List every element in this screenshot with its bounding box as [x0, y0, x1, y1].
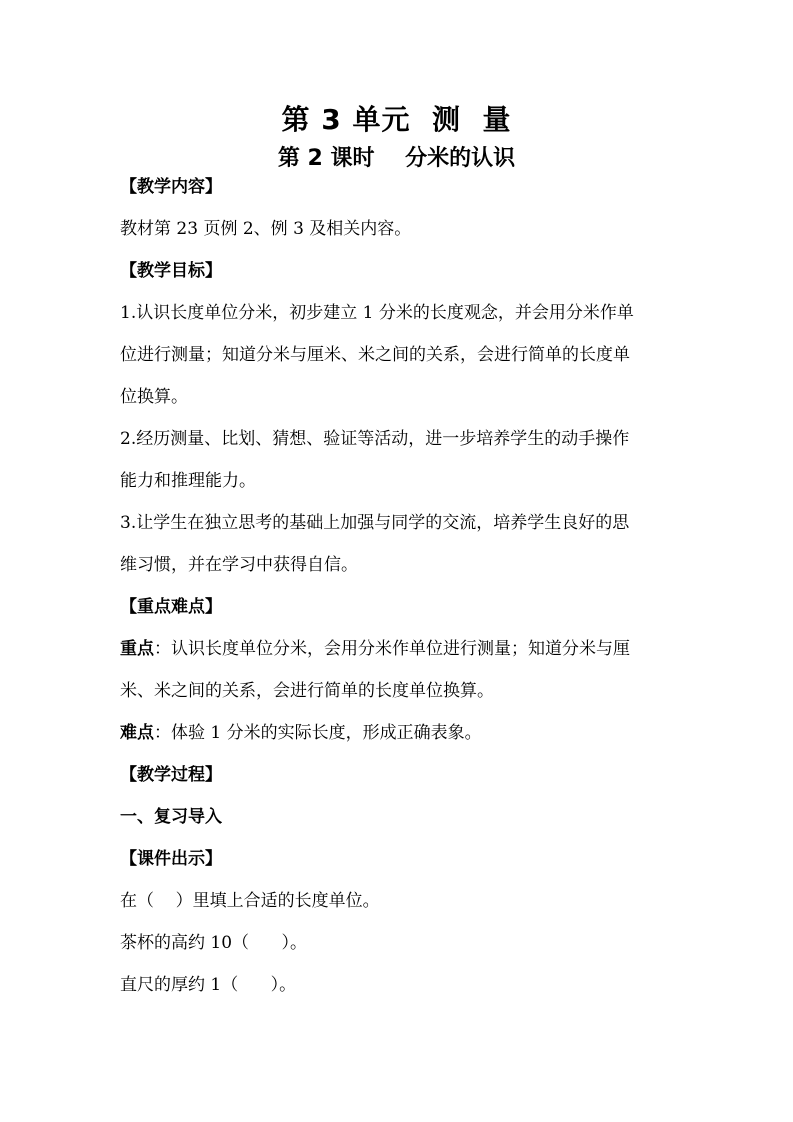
- key-point-text: ：认识长度单位分米，会用分米作单位进行测量；知道分米与厘: [154, 639, 630, 659]
- question-intro: 在（ ）里填上合适的长度单位。: [120, 891, 380, 911]
- difficulty-line: [120, 722, 680, 744]
- key-point-line-2: 米、米之间的关系，会进行简单的长度单位换算。: [120, 681, 494, 701]
- key-point-line-1: [120, 638, 680, 660]
- courseware-heading: 【课件出示】: [120, 849, 222, 869]
- question-2: 直尺的厚约 1（ ）。: [120, 975, 297, 995]
- difficulty-text: ：体验 1 分米的实际长度，形成正确表象。: [154, 723, 482, 743]
- goal-1-line-1: 1.认识长度单位分米，初步建立 1 分米的长度观念，并会用分米作单: [120, 303, 634, 323]
- goal-2-line-1: 2.经历测量、比划、猜想、验证等活动，进一步培养学生的动手操作: [120, 429, 630, 449]
- heading-process: 【教学过程】: [120, 765, 222, 785]
- goal-3-line-1: 3.让学生在独立思考的基础上加强与同学的交流，培养学生良好的思: [120, 513, 630, 533]
- heading-content: 【教学内容】: [120, 177, 222, 197]
- goal-2-line-2: 能力和推理能力。: [120, 471, 256, 491]
- unit-title: 第 3 单元 测 量: [281, 103, 512, 136]
- goal-1-line-3: 位换算。: [120, 387, 188, 407]
- content-text: 教材第 23 页例 2、例 3 及相关内容。: [120, 219, 412, 239]
- lesson-subtitle: 第 2 课时 分米的认识: [277, 146, 516, 171]
- heading-goals: 【教学目标】: [120, 261, 222, 281]
- question-1: 茶杯的高约 10（ ）。: [120, 933, 307, 953]
- step-1-heading: 一、复习导入: [120, 807, 222, 827]
- key-point-label: 重点: [120, 639, 154, 659]
- goal-3-line-2: 维习惯，并在学习中获得自信。: [120, 555, 358, 575]
- heading-key-points: 【重点难点】: [120, 597, 222, 617]
- goal-1-line-2: 位进行测量；知道分米与厘米、米之间的关系，会进行简单的长度单: [120, 345, 630, 365]
- difficulty-label: 难点: [120, 723, 154, 743]
